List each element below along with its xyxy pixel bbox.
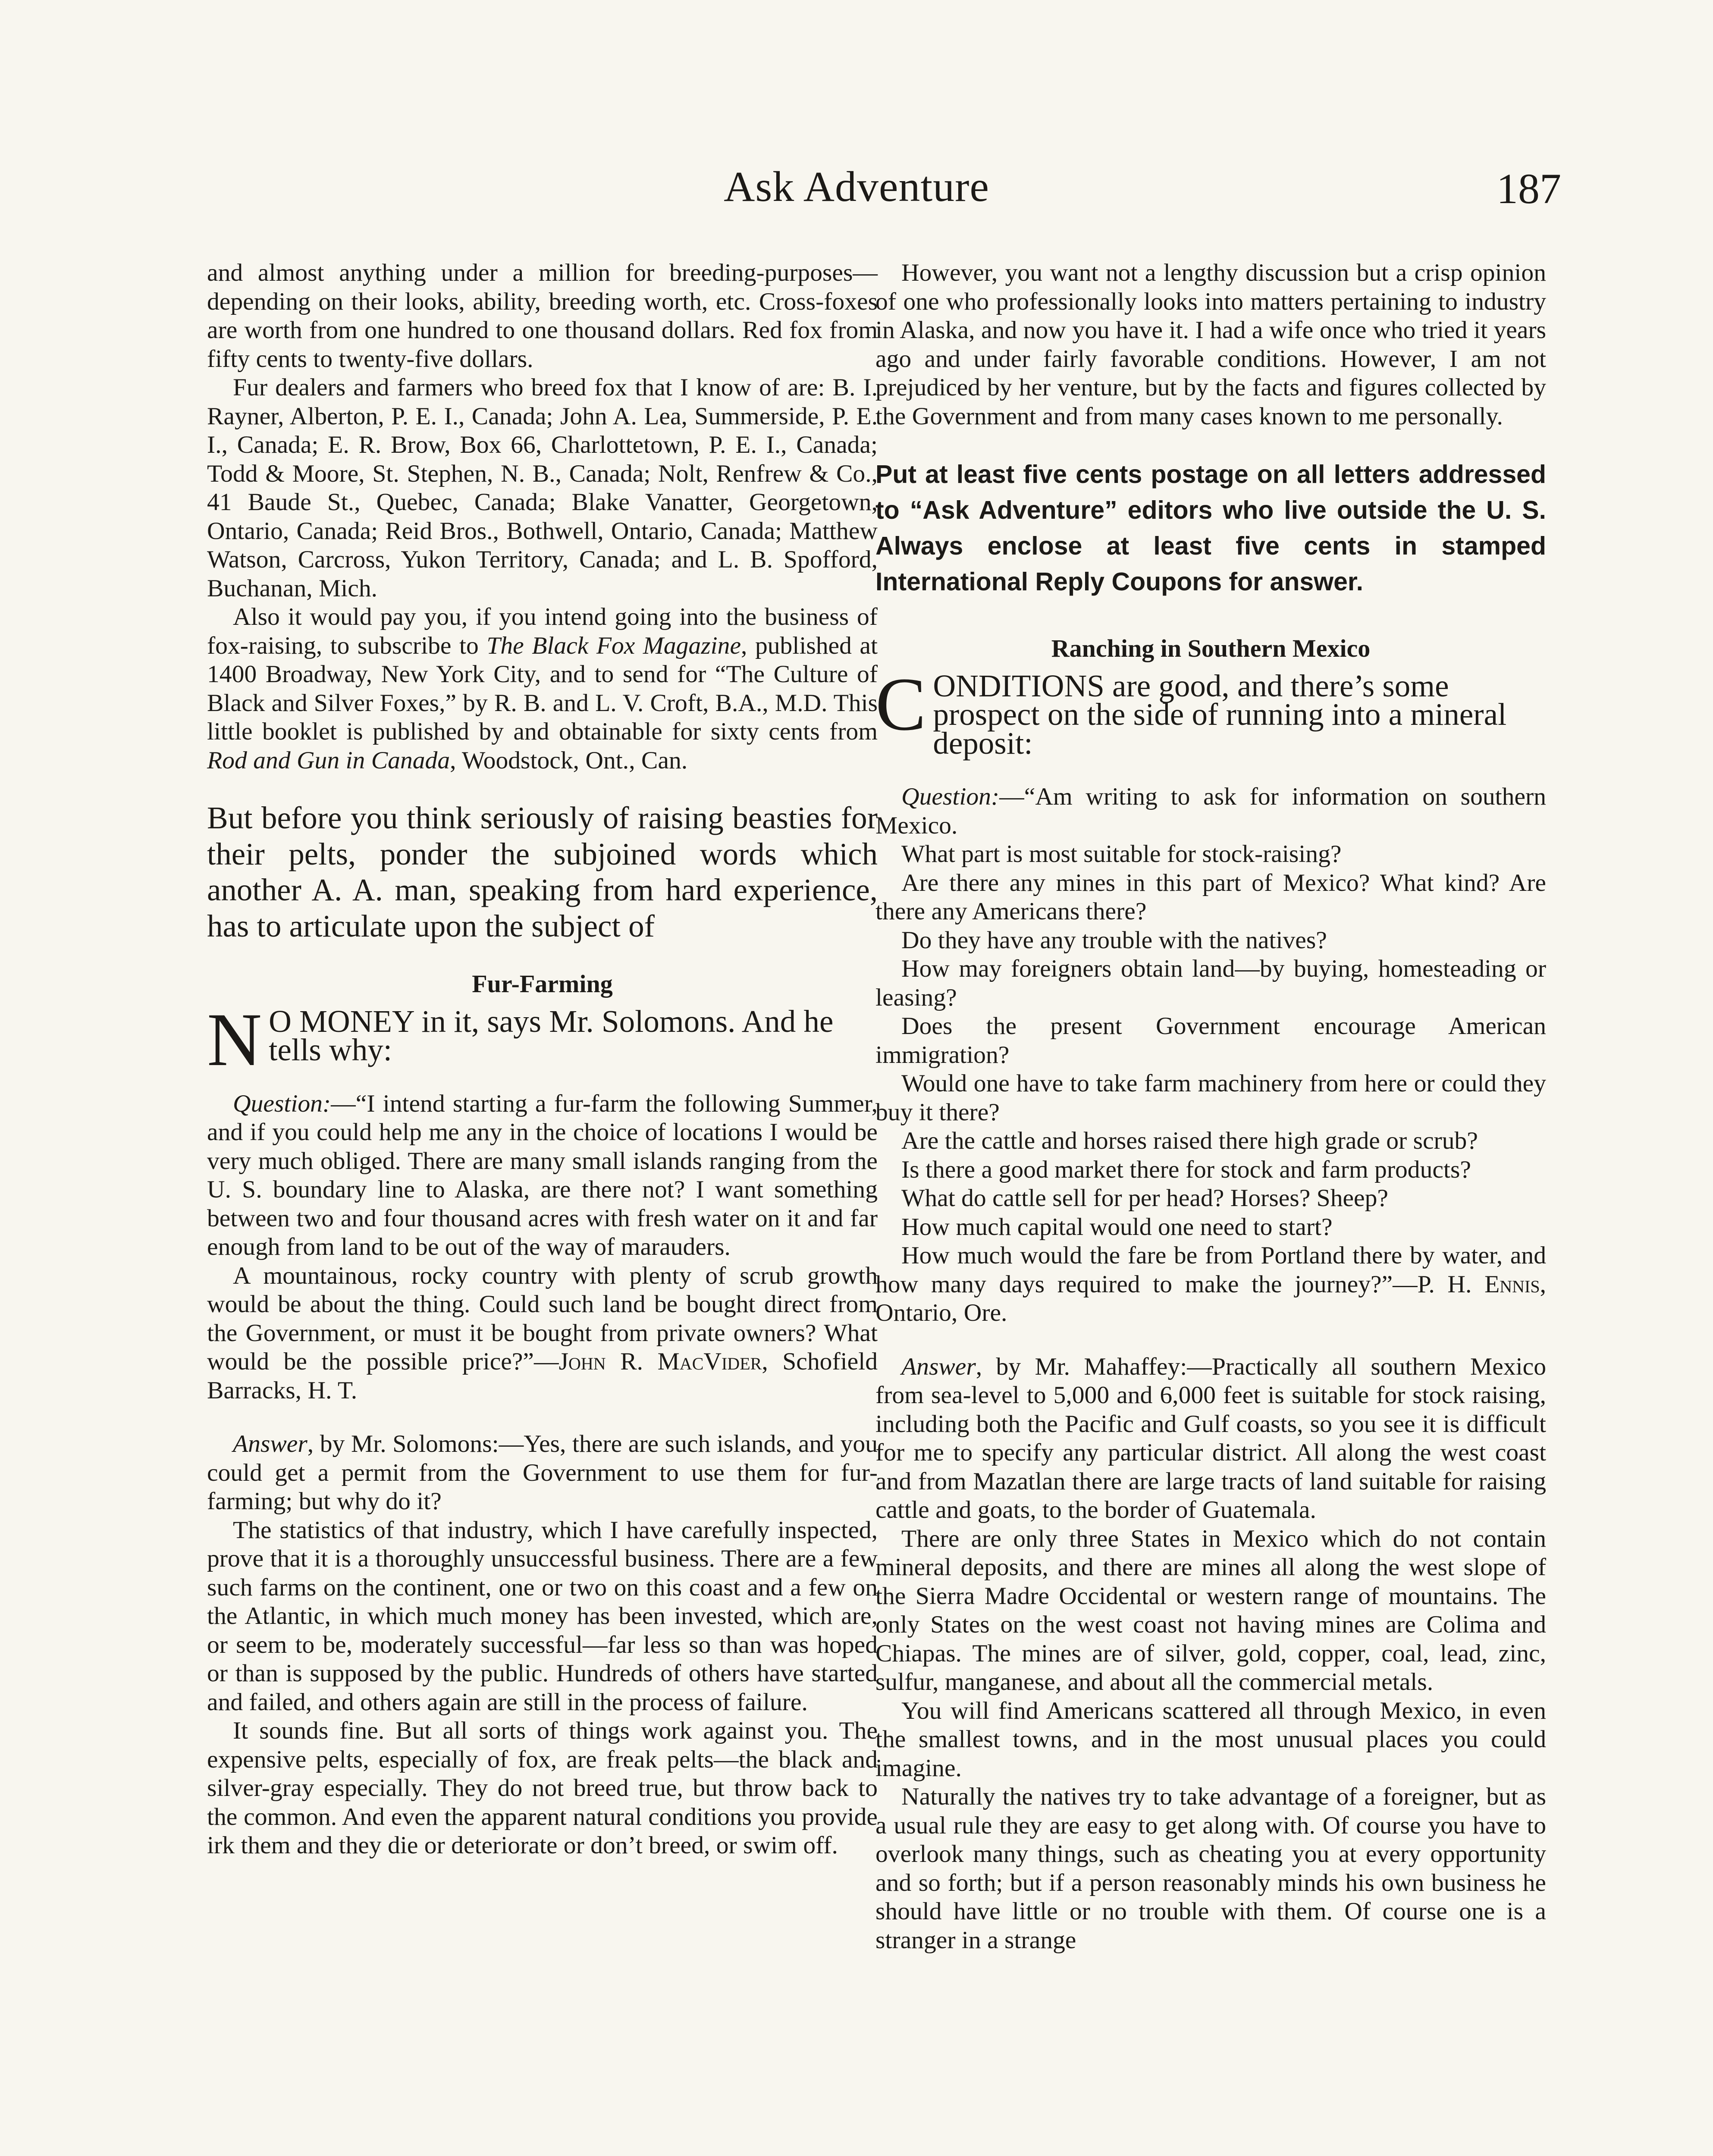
running-head-title: Ask Adventure [724, 163, 989, 210]
section-heading: Fur-Farming [472, 970, 613, 998]
spacer [207, 1405, 878, 1430]
spacer [875, 1328, 1546, 1353]
paragraph: You will find Americans scattered all through Mexico, in even the smallest towns, and in the most unusual places you could imagine. [875, 1697, 1546, 1782]
text-run: Also it would pay you, if you intend going into the business of fox-raising, to subscribe to [207, 603, 878, 659]
signature-name: Ennis [1484, 1270, 1540, 1298]
text-run: —“Am writing to ask for information on southern Mexico. [875, 783, 1546, 839]
text-run: , Schofield Barracks, H. T. [207, 1348, 878, 1404]
spacer [875, 758, 1546, 783]
paragraph: Would one have to take farm machinery from here or could they buy it there? [875, 1070, 1546, 1126]
paragraph: How may foreigners obtain land—by buying, homesteading or leasing? [875, 955, 1546, 1011]
question-paragraph [207, 1262, 878, 1405]
paragraph: What do cattle sell for per head? Horses? Sheep? [901, 1185, 1388, 1212]
page-number: 187 [1497, 165, 1561, 213]
dropcap-paragraph [875, 662, 1546, 761]
spacer [207, 1065, 878, 1090]
drop-cap: C [875, 662, 926, 746]
paragraph: It sounds fine. But all sorts of things work against you. The expensive pelts, especially of fox, are freak pelts—the black and silver-gray especially. They do not breed true, but throw back to the common. And even the apparent natural conditions you provide irk them and they die or deteriorate or don’t breed, or swim off. [207, 1717, 878, 1859]
paragraph: and almost anything under a million for breeding-purposes—depending on their looks, ability, breeding worth, etc. Cross-foxes are worth from one hundred to one thousand dollars. Red fox from fifty cents to twenty-five dollars. [207, 259, 878, 373]
paragraph: How much capital would one need to start? [901, 1213, 1333, 1241]
paragraph: The statistics of that industry, which I have carefully inspected, prove that it is a thoroughly unsuccessful business. There are a few such farms on the continent, one or two on this coast and a few on the Atlantic, in which much money has been invested, which are, or seem to be, moderately successful—far less so than was hoped or than is supposed by the public. Hundreds of others have started and failed, and others again are still in the process of failure. [207, 1516, 878, 1716]
dropcap-paragraph [207, 997, 878, 1082]
signature-name: John R. MacVider [558, 1348, 762, 1376]
answer-paragraph [875, 1353, 1546, 1525]
question-label: Question: [901, 783, 1000, 811]
text-run: —“I intend starting a fur-farm the following Summer, and if you could help me any in the choice of locations I would be very much obliged. There are many small islands ranging from the U. S. boundary line to Alaska, are there not? I want something between two and four thousand acres with fresh water on it and far enough from land to be out of the way of marauders. [207, 1090, 878, 1261]
paragraph: Fur dealers and farmers who breed fox that I know of are: B. I. Rayner, Alberton, P. E. I., Canada; John A. Lea, Summerside, P. E. I., Canada; E. R. Brow, Box 66, Charlottetown, P. E. I., Canada; Todd & Moore, St. Stephen, N. B., Canada; Nolt, Renfrew & Co., 41 Baude St., Quebec, Canada; Blake Vanatter, Georgetown, Ontario, Canada; Reid Bros., Bothwell, Ontario, Canada; Matthew Watson, Carcross, Yukon Territory, Canada; and L. B. Spofford, Buchanan, Mich. [207, 374, 878, 602]
text-run: O MONEY in it, says Mr. Solomons. And he tells why: [269, 1003, 834, 1068]
paragraph: What part is most suitable for stock-raising? [901, 840, 1342, 868]
paragraph [875, 1241, 1546, 1328]
answer-label: Answer [233, 1430, 307, 1458]
paragraph: Is there a good market there for stock and farm products? [901, 1156, 1471, 1183]
lead-paragraph: But before you think seriously of raising beasties for their pelts, ponder the subjoined words which another A. A. man, speaking from hard experience, has to articulate upon the subject of [207, 800, 878, 943]
paragraph: Do they have any trouble with the natives? [901, 926, 1327, 954]
drop-cap: N [207, 997, 262, 1082]
question-paragraph [875, 783, 1546, 840]
question-label: Question: [233, 1090, 331, 1117]
text-run: A mountainous, rocky country with plenty of scrub growth would be about the thing. Could such land be bought direct from the Government, or must it be bought from private owners? What would be the possible price?”— [207, 1262, 878, 1376]
section-heading: Ranching in Southern Mexico [1051, 634, 1371, 662]
text-run: , by Mr. Mahaffey:—Practically all southern Mexico from sea-level to 5,000 and 6,000 feet is suitable for stock raising, including both the Pacific and Gulf coasts, so you see it is difficult for me to specify any particular district. All along the west coast and from Mazatlan there are large tracts of land suitable for raising cattle and goats, to the border of Guatemala. [875, 1353, 1546, 1524]
text-run: How much would the fare be from Portland there by water, and how many days required to make the journey?”—P. H. [875, 1242, 1546, 1298]
paragraph: Does the present Government encourage American immigration? [875, 1012, 1546, 1069]
publication-title: Rod and Gun in Canada [207, 746, 450, 774]
magazine-title: The Black Fox Magazine [486, 632, 741, 659]
paragraph [207, 603, 878, 775]
paragraph: Are the cattle and horses raised there high grade or scrub? [901, 1127, 1478, 1155]
paragraph: However, you want not a lengthy discussion but a crisp opinion of one who professionally looks into matters pertaining to industry in Alaska, and now you have it. I had a wife once who tried it years ago and under fairly favorable conditions. However, I am not prejudiced by her venture, but by the facts and figures collected by the Government and from many cases known to me personally. [875, 259, 1546, 430]
text-run: , Woodstock, Ont., Can. [450, 746, 688, 774]
paragraph: Are there any mines in this part of Mexico? What kind? Are there any Americans there? [875, 869, 1546, 925]
paragraph: Naturally the natives try to take advantage of a foreigner, but as a usual rule they are easy to get along with. Of course you have to overlook many things, such as cheating you at every opportunity and so forth; but if a person reasonably minds his own business he should have little or no trouble with them. Of course one is a stranger in a strange [875, 1783, 1546, 1954]
right-column [875, 259, 1546, 1955]
answer-paragraph [207, 1430, 878, 1516]
text-run: , by Mr. Solomons:—Yes, there are such islands, and you could get a permit from the Government to use them for fur-farming; but why do it? [207, 1430, 878, 1515]
question-paragraph [207, 1090, 878, 1262]
text-run: , Ontario, Ore. [875, 1270, 1546, 1327]
text-run: ONDITIONS are good, and there’s some prospect on the side of running into a mineral deposit: [933, 668, 1507, 761]
answer-label: Answer [901, 1353, 976, 1380]
text-run: , published at 1400 Broadway, New York City, and to send for “The Culture of Black and Silver Foxes,” by R. B. and L. V. Croft, B.A., M.D. This little booklet is published by and obtainable for sixty cents from [207, 632, 878, 745]
left-column [207, 259, 878, 1860]
postage-notice: Put at least five cents postage on all letters addressed to “Ask Adventure” editors who live outside the U. S. Always enclose at least five cents in stamped International Reply Coupons for answer. [875, 460, 1546, 596]
paragraph: There are only three States in Mexico which do not contain mineral deposits, and there are mines all along the west slope of the Sierra Madre Occidental or western range of mountains. The only States on the west coast not having mines are Colima and Chiapas. The mines are of silver, gold, copper, coal, lead, zinc, sulfur, manganese, and about all the commercial metals. [875, 1525, 1546, 1696]
